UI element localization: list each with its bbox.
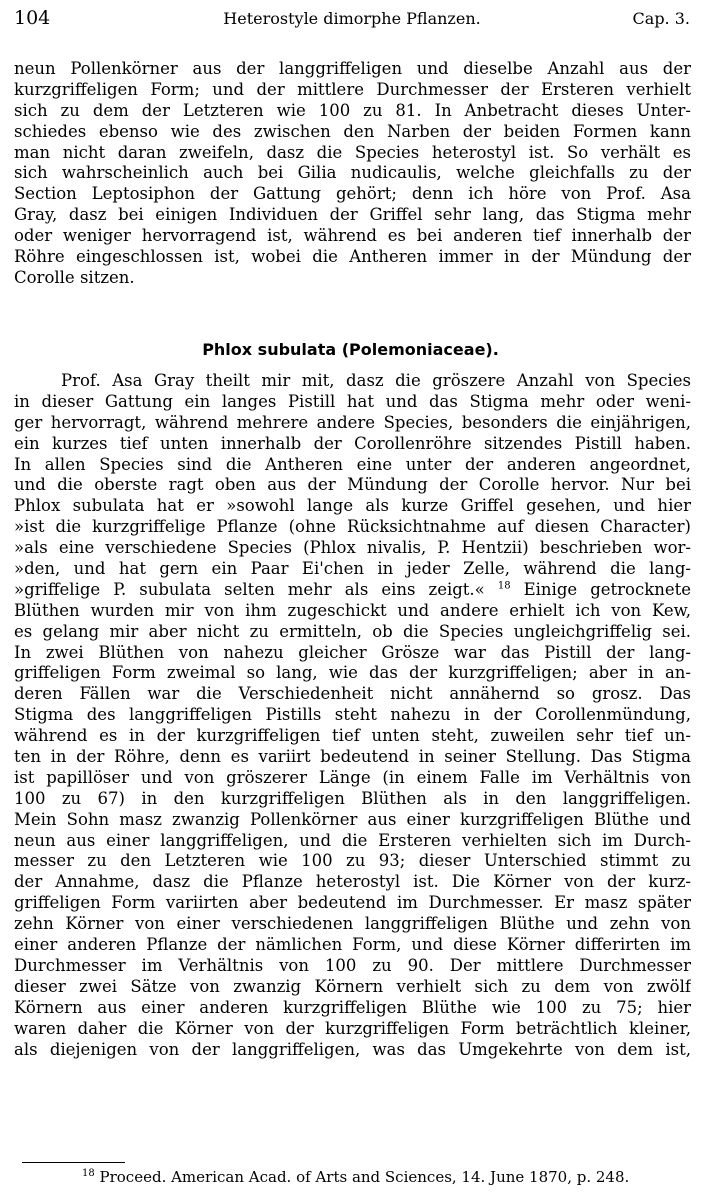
text-line: dieser zwei Sätze von zwanzig Körnern verhielt sich zu dem von zwölf: [14, 976, 691, 996]
text-line: Corolle sitzen.: [14, 267, 135, 287]
paragraph-phlox: [14, 371, 691, 1060]
page-header: [14, 7, 690, 33]
text-line: und die oberste ragt oben aus der Mündung der Corolle hervor. Nur bei: [14, 475, 691, 495]
text-line: schiedes ebenso wie des zwischen den Narben der beiden Formen kann: [14, 121, 691, 141]
text-line: waren daher die Körner von der kurzgriffeligen Form beträchtlich kleiner,: [14, 1018, 691, 1038]
text-line: Röhre eingeschlossen ist, wobei die Antheren immer in der Mündung der: [14, 247, 691, 267]
text-line: Mein Sohn masz zwanzig Pollenkörner aus einer kurzgriffeligen Blüthe und: [14, 809, 691, 829]
text-line: während es in der kurzgriffeligen tief unten steht, zuweilen sehr tief un-: [14, 726, 691, 746]
text-line: Phlox subulata hat er »sowohl lange als kurze Griffel gesehen, und hier: [14, 496, 691, 516]
text-line: 100 zu 67) in den kurzgriffeligen Blüthen als in den langgriffeligen.: [14, 788, 691, 808]
text-line: ist papillöser und von gröszerer Länge (in einem Falle im Verhältnis von: [14, 767, 691, 787]
text-line: Stigma des langgriffeligen Pistills steht nahezu in der Corollenmündung,: [14, 705, 691, 725]
footnote-text: Proceed. American Acad. of Arts and Sciences, 14. June 1870, p. 248.: [99, 1168, 630, 1186]
text-line: »den, und hat gern ein Paar Ei'chen in jeder Zelle, während die lang-: [14, 559, 691, 579]
text-segment: Einige getrocknete: [523, 579, 691, 599]
text-segment: »griffelige P. subulata selten mehr als eins zeigt.«: [14, 579, 485, 599]
text-line: man nicht daran zweifeln, dasz die Species heterostyl ist. So verhält es: [14, 142, 691, 162]
text-line: ten in der Röhre, denn es variirt bedeutend in seiner Stellung. Das Stigma: [14, 747, 691, 767]
text-line: deren Fällen war die Verschiedenheit nicht annähernd so grosz. Das: [14, 684, 691, 704]
text-line-with-footnote-ref: [14, 580, 691, 601]
text-line: sich zu dem der Letzteren wie 100 zu 81. In Anbetracht dieses Unter-: [14, 100, 691, 120]
text-line: Section Leptosiphon der Gattung gehört; denn ich höre von Prof. Asa: [14, 184, 691, 204]
text-line: der Annahme, dasz die Pflanze heterostyl ist. Die Körner von der kurz-: [14, 872, 691, 892]
text-line: Blüthen wurden mir von ihm zugeschickt und andere erhielt ich von Kew,: [14, 600, 691, 620]
text-line: Körnern aus einer anderen kurzgriffeligen Blüthe wie 100 zu 75; hier: [14, 997, 691, 1017]
text-line: es gelang mir aber nicht zu ermitteln, ob die Species ungleichgriffelig sei.: [14, 621, 691, 641]
text-line: oder weniger hervorragend ist, während es bei anderen tief innerhalb der: [14, 226, 691, 246]
chapter-label: Cap. 3.: [632, 9, 690, 28]
text-line: griffeligen Form variirten aber bedeutend im Durchmesser. Er masz später: [14, 893, 691, 913]
text-line: einer anderen Pflanze der nämlichen Form, und diese Körner differirten im: [14, 935, 691, 955]
text-line: ger hervorragt, während mehrere andere Species, besonders die einjährigen,: [14, 412, 691, 432]
text-line: Durchmesser im Verhältnis von 100 zu 90. Der mittlere Durchmesser: [14, 955, 691, 975]
running-title: Heterostyle dimorphe Pflanzen.: [223, 9, 481, 28]
paragraph-gilia: [14, 59, 691, 289]
footnote: [82, 1168, 629, 1186]
footnote-number: 18: [82, 1168, 95, 1179]
text-line: In zwei Blüthen von nahezu gleicher Grösze war das Pistill der lang-: [14, 642, 691, 662]
footnote-marker: 18: [497, 580, 511, 592]
text-line: Prof. Asa Gray theilt mir mit, dasz die gröszere Anzahl von Species: [61, 371, 691, 390]
text-line: sich wahrscheinlich auch bei Gilia nudicaulis, welche gleichfalls zu der: [14, 163, 691, 183]
text-line: ein kurzes tief unten innerhalb der Corollenröhre sitzendes Pistill haben.: [14, 433, 691, 453]
text-line: zehn Körner von einer verschiedenen langgriffeligen Blüthe und zehn von: [14, 914, 691, 934]
page-number: 104: [14, 7, 51, 29]
text-line: »als eine verschiedene Species (Phlox nivalis, P. Hentzii) beschrieben wor-: [14, 538, 691, 558]
text-line: griffeligen Form zweimal so lang, wie das der kurzgriffeligen; aber in an-: [14, 663, 691, 683]
text-line: neun aus einer langgriffeligen, und die Ersteren verhielten sich im Durch-: [14, 830, 691, 850]
footnote-rule: [22, 1162, 125, 1163]
text-line: In allen Species sind die Antheren eine unter der anderen angeordnet,: [14, 454, 691, 474]
text-line: kurzgriffeligen Form; und der mittlere Durchmesser der Ersteren verhielt: [14, 79, 691, 99]
text-line: Gray, dasz bei einigen Individuen der Griffel sehr lang, das Stigma mehr: [14, 205, 691, 225]
section-heading: Phlox subulata (Polemoniaceae).: [202, 340, 499, 359]
text-line: als diejenigen von der langgriffeligen, was das Umgekehrte von dem ist,: [14, 1039, 691, 1059]
text-line: neun Pollenkörner aus der langgriffeligen und dieselbe Anzahl aus der: [14, 59, 691, 78]
text-line: »ist die kurzgriffelige Pflanze (ohne Rücksichtnahme auf diesen Character): [14, 517, 691, 537]
text-line: in dieser Gattung ein langes Pistill hat und das Stigma mehr oder weni-: [14, 391, 691, 411]
text-line: messer zu den Letzteren wie 100 zu 93; dieser Unterschied stimmt zu: [14, 851, 691, 871]
